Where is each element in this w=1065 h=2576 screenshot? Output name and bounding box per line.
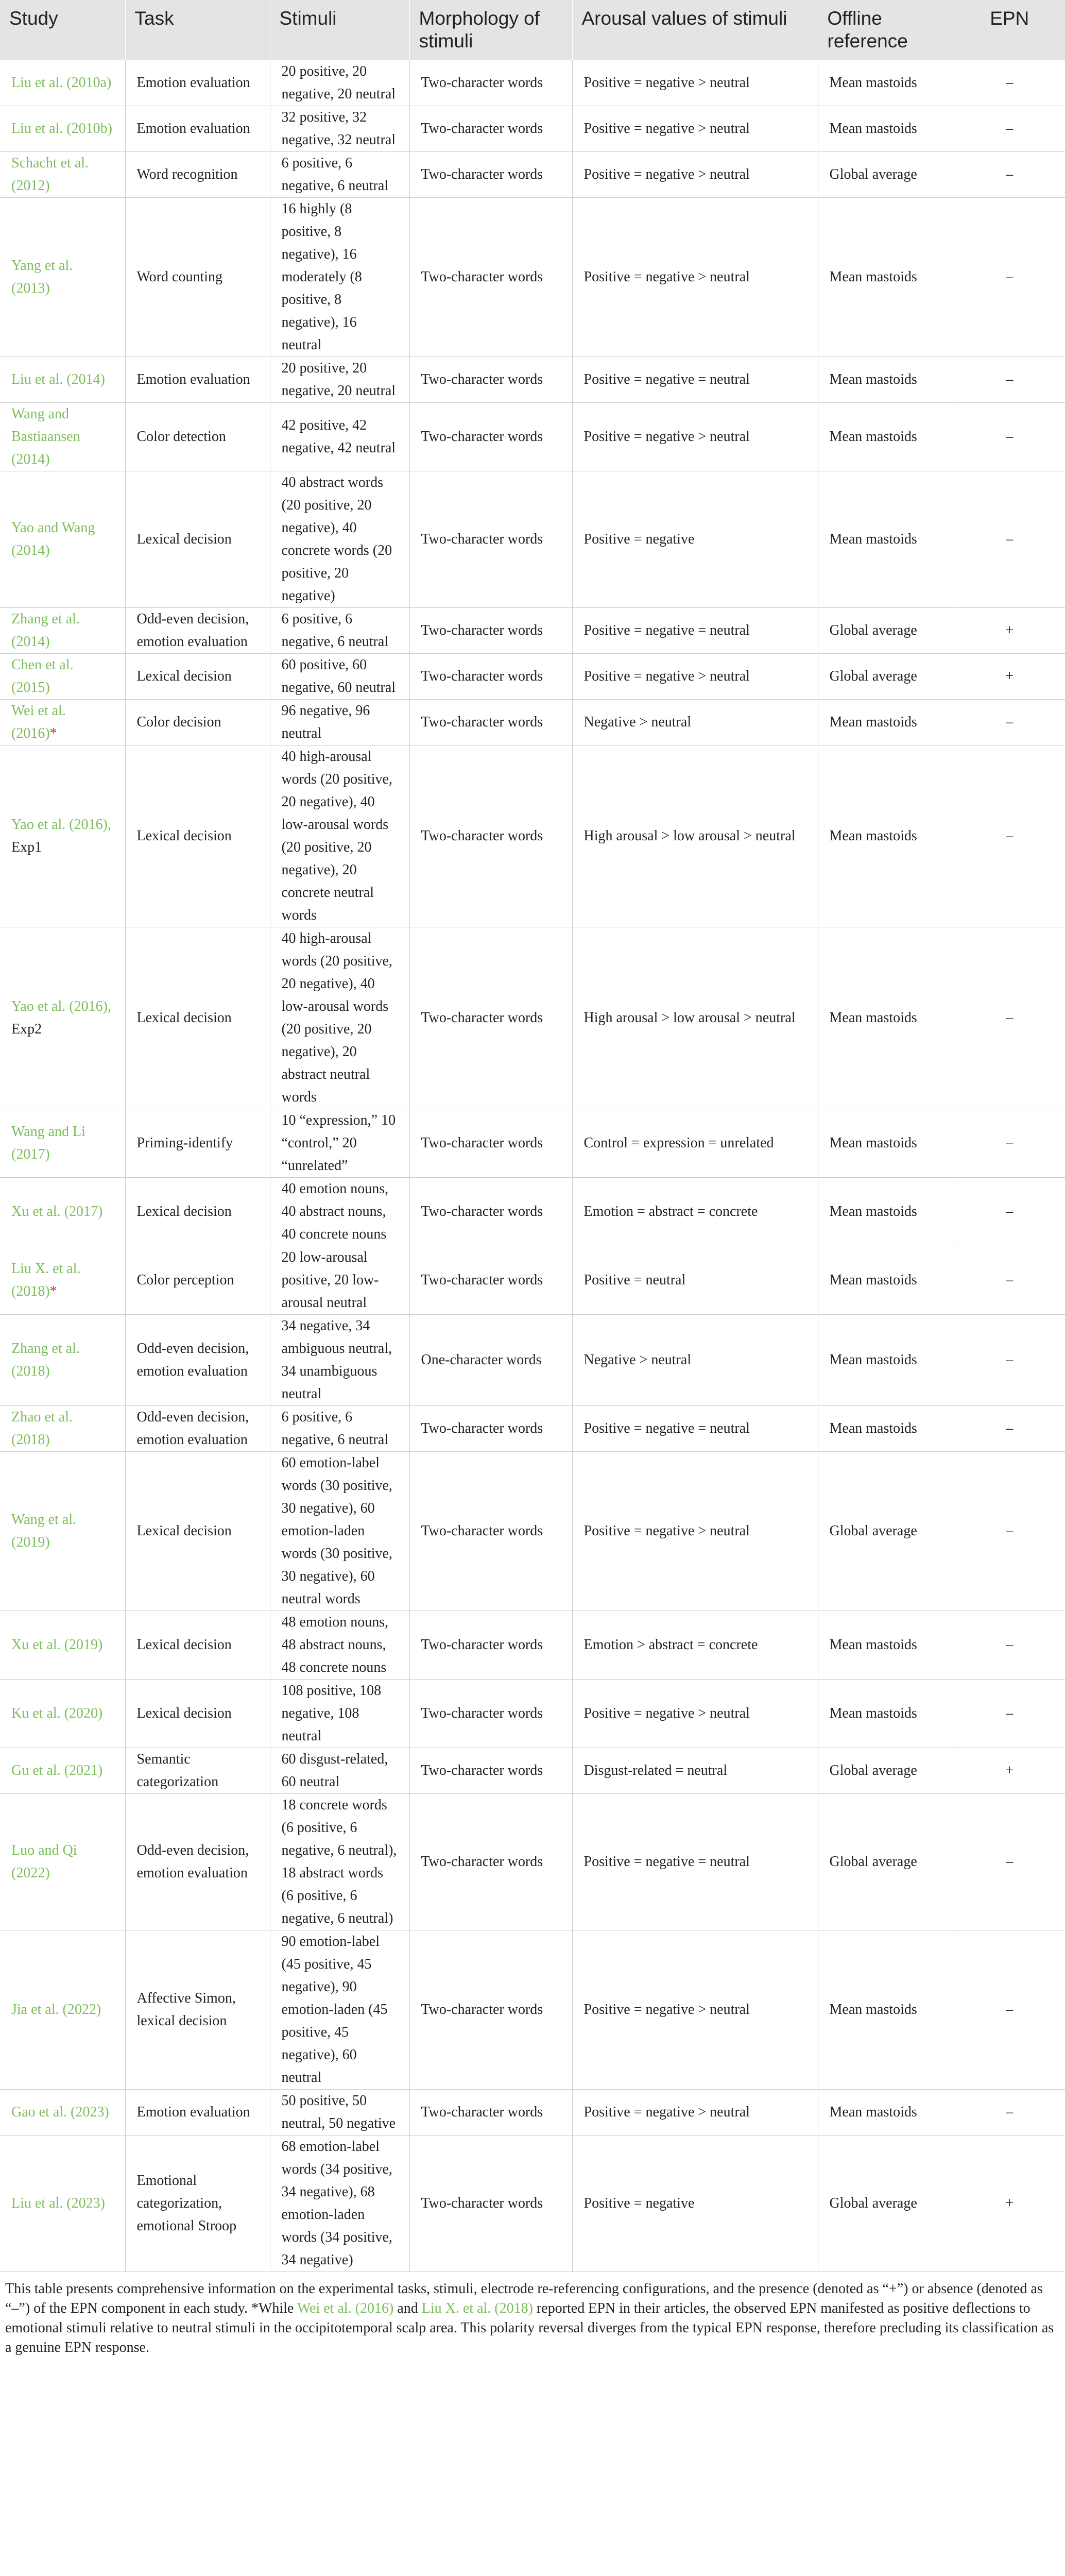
cell-stimuli: 40 abstract words (20 positive, 20 negative), 40 concrete words (20 positive, 20 negative): [270, 471, 409, 607]
cell-task: Emotional categorization, emotional Stroop: [125, 2135, 270, 2272]
experiment-label: Exp1: [11, 839, 42, 855]
cell-epn: –: [954, 1451, 1065, 1611]
cell-morphology: Two-character words: [409, 60, 572, 106]
cell-epn: –: [954, 699, 1065, 745]
study-link[interactable]: Wang and Bastiaansen (2014): [11, 405, 80, 467]
cell-reference: Mean mastoids: [818, 197, 954, 357]
cell-arousal: Positive = negative > neutral: [572, 653, 818, 699]
cell-arousal: High arousal > low arousal > neutral: [572, 927, 818, 1109]
table-row: [0, 653, 1065, 699]
cell-morphology: Two-character words: [409, 1679, 572, 1748]
cell-arousal: Disgust-related = neutral: [572, 1748, 818, 1793]
study-link[interactable]: Chen et al. (2015): [11, 656, 74, 696]
cell-morphology: Two-character words: [409, 2135, 572, 2272]
study-link[interactable]: Gao et al. (2023): [11, 2104, 109, 2120]
cell-task: Lexical decision: [125, 1611, 270, 1679]
cell-reference: Global average: [818, 2135, 954, 2272]
cell-study: [0, 60, 125, 106]
cell-arousal: Positive = negative > neutral: [572, 197, 818, 357]
cell-task: Emotion evaluation: [125, 60, 270, 106]
table-row: [0, 151, 1065, 197]
cell-morphology: Two-character words: [409, 653, 572, 699]
cell-morphology: Two-character words: [409, 1930, 572, 2089]
cell-reference: Global average: [818, 653, 954, 699]
table-row: [0, 699, 1065, 745]
cell-epn: –: [954, 1246, 1065, 1314]
cell-reference: Global average: [818, 151, 954, 197]
cell-morphology: Two-character words: [409, 927, 572, 1109]
table-row: [0, 2089, 1065, 2135]
cell-epn: +: [954, 1748, 1065, 1793]
table-body: [0, 60, 1065, 2272]
cell-morphology: Two-character words: [409, 1451, 572, 1611]
cell-morphology: One-character words: [409, 1314, 572, 1405]
cell-study: [0, 699, 125, 745]
cell-stimuli: 40 high-arousal words (20 positive, 20 negative), 40 low-arousal words (20 positive, 20 negative), 20 concrete neutral words: [270, 745, 409, 927]
cell-task: Affective Simon, lexical decision: [125, 1930, 270, 2089]
cell-arousal: Positive = negative > neutral: [572, 1679, 818, 1748]
cell-morphology: Two-character words: [409, 106, 572, 151]
cell-reference: Mean mastoids: [818, 1246, 954, 1314]
cell-epn: +: [954, 607, 1065, 653]
cell-reference: Mean mastoids: [818, 1314, 954, 1405]
cell-study: [0, 1679, 125, 1748]
cell-study: [0, 1246, 125, 1314]
study-link[interactable]: Yao et al. (2016),: [11, 816, 111, 833]
cell-morphology: Two-character words: [409, 357, 572, 402]
footnote-text-3: reported EPN in their articles, the observed EPN manifested as positive deflections to emotional stimuli relative to neutral stimuli in the occipitotemporal scalp area. This polarity reversal diverges from the typical EPN response, therefore precluding its classification as a genuine EPN response.: [5, 2300, 1054, 2355]
cell-epn: +: [954, 2135, 1065, 2272]
cell-reference: Global average: [818, 1451, 954, 1611]
cell-stimuli: 42 positive, 42 negative, 42 neutral: [270, 402, 409, 471]
cell-task: Lexical decision: [125, 1451, 270, 1611]
cell-study: [0, 607, 125, 653]
cell-arousal: Emotion = abstract = concrete: [572, 1177, 818, 1246]
cell-epn: –: [954, 1177, 1065, 1246]
table-row: [0, 1109, 1065, 1177]
cell-epn: –: [954, 1109, 1065, 1177]
cell-epn: –: [954, 1930, 1065, 2089]
study-link[interactable]: Luo and Qi (2022): [11, 1842, 77, 1881]
footnote-marker: *: [49, 725, 57, 741]
cell-stimuli: 18 concrete words (6 positive, 6 negative, 6 neutral), 18 abstract words (6 positive, 6 negative, 6 neutral): [270, 1793, 409, 1930]
cell-arousal: Negative > neutral: [572, 1314, 818, 1405]
cell-epn: –: [954, 151, 1065, 197]
cell-stimuli: 90 emotion-label (45 positive, 45 negative), 90 emotion-laden (45 positive, 45 negative), 60 neutral: [270, 1930, 409, 2089]
cell-reference: Mean mastoids: [818, 402, 954, 471]
cell-study: [0, 1451, 125, 1611]
study-link[interactable]: Yao et al. (2016),: [11, 998, 111, 1014]
cell-epn: –: [954, 402, 1065, 471]
table-row: [0, 1246, 1065, 1314]
cell-study: [0, 357, 125, 402]
header-morphology: Morphology of stimuli: [409, 0, 572, 60]
cell-reference: Global average: [818, 1793, 954, 1930]
study-link[interactable]: Wang et al. (2019): [11, 1511, 77, 1550]
study-link[interactable]: Ku et al. (2020): [11, 1705, 103, 1721]
study-link[interactable]: Zhang et al. (2018): [11, 1340, 80, 1379]
cell-task: Word recognition: [125, 151, 270, 197]
study-link[interactable]: Gu et al. (2021): [11, 1762, 103, 1778]
cell-epn: –: [954, 1405, 1065, 1451]
study-link[interactable]: Liu et al. (2010a): [11, 74, 112, 91]
cell-arousal: Emotion > abstract = concrete: [572, 1611, 818, 1679]
table-row: [0, 607, 1065, 653]
cell-task: Odd-even decision, emotion evaluation: [125, 607, 270, 653]
cell-task: Emotion evaluation: [125, 357, 270, 402]
cell-epn: –: [954, 1611, 1065, 1679]
cell-reference: Mean mastoids: [818, 699, 954, 745]
cell-study: [0, 106, 125, 151]
table-row: [0, 1679, 1065, 1748]
cell-arousal: Control = expression = unrelated: [572, 1109, 818, 1177]
cell-study: [0, 1405, 125, 1451]
cell-study: [0, 151, 125, 197]
cell-study: [0, 1930, 125, 2089]
cell-reference: Mean mastoids: [818, 745, 954, 927]
table-row: [0, 1748, 1065, 1793]
cell-task: Odd-even decision, emotion evaluation: [125, 1314, 270, 1405]
cell-epn: –: [954, 60, 1065, 106]
study-link[interactable]: Xu et al. (2017): [11, 1203, 103, 1219]
cell-task: Lexical decision: [125, 1679, 270, 1748]
cell-reference: Global average: [818, 1748, 954, 1793]
cell-epn: –: [954, 1793, 1065, 1930]
cell-stimuli: 10 “expression,” 10 “control,” 20 “unrelated”: [270, 1109, 409, 1177]
table-row: [0, 2135, 1065, 2272]
cell-morphology: Two-character words: [409, 1405, 572, 1451]
cell-stimuli: 20 positive, 20 negative, 20 neutral: [270, 357, 409, 402]
cell-epn: –: [954, 2089, 1065, 2135]
cell-task: Lexical decision: [125, 471, 270, 607]
cell-task: Odd-even decision, emotion evaluation: [125, 1405, 270, 1451]
cell-arousal: Positive = negative > neutral: [572, 402, 818, 471]
table-row: [0, 745, 1065, 927]
table-row: [0, 357, 1065, 402]
cell-arousal: Positive = negative > neutral: [572, 106, 818, 151]
cell-study: [0, 1793, 125, 1930]
study-link[interactable]: Jia et al. (2022): [11, 2001, 101, 2018]
table-row: [0, 402, 1065, 471]
cell-study: [0, 2135, 125, 2272]
cell-epn: –: [954, 927, 1065, 1109]
cell-task: Color detection: [125, 402, 270, 471]
cell-stimuli: 6 positive, 6 negative, 6 neutral: [270, 1405, 409, 1451]
cell-study: [0, 197, 125, 357]
cell-stimuli: 40 high-arousal words (20 positive, 20 negative), 40 low-arousal words (20 positive, 20 negative), 20 abstract neutral words: [270, 927, 409, 1109]
cell-morphology: Two-character words: [409, 699, 572, 745]
cell-task: Lexical decision: [125, 1177, 270, 1246]
cell-reference: Mean mastoids: [818, 60, 954, 106]
cell-morphology: Two-character words: [409, 471, 572, 607]
cell-task: Odd-even decision, emotion evaluation: [125, 1793, 270, 1930]
cell-stimuli: 68 emotion-label words (34 positive, 34 negative), 68 emotion-laden words (34 positive, 34 negative): [270, 2135, 409, 2272]
study-link[interactable]: Liu et al. (2010b): [11, 120, 112, 137]
cell-morphology: Two-character words: [409, 1748, 572, 1793]
cell-morphology: Two-character words: [409, 745, 572, 927]
cell-stimuli: 16 highly (8 positive, 8 negative), 16 moderately (8 positive, 8 negative), 16 neutral: [270, 197, 409, 357]
footnote-link-wei-2016[interactable]: Wei et al. (2016): [297, 2300, 394, 2316]
cell-stimuli: 20 positive, 20 negative, 20 neutral: [270, 60, 409, 106]
cell-reference: Mean mastoids: [818, 1611, 954, 1679]
cell-stimuli: 50 positive, 50 neutral, 50 negative: [270, 2089, 409, 2135]
cell-task: Color perception: [125, 1246, 270, 1314]
cell-study: [0, 1109, 125, 1177]
cell-stimuli: 60 emotion-label words (30 positive, 30 negative), 60 emotion-laden words (30 positive, 30 negative), 60 neutral words: [270, 1451, 409, 1611]
cell-reference: Mean mastoids: [818, 357, 954, 402]
cell-reference: Mean mastoids: [818, 1405, 954, 1451]
cell-study: [0, 471, 125, 607]
table-row: [0, 1930, 1065, 2089]
cell-reference: Mean mastoids: [818, 1930, 954, 2089]
footnote-text-1: This table presents comprehensive information on the experimental tasks, stimuli, electrode re-referencing configurations, and the presence (denoted as “+”) or absence (denoted as “–”) of the EPN component in each study. *While: [5, 2280, 1043, 2316]
header-row: [0, 0, 1065, 60]
cell-study: [0, 1177, 125, 1246]
table-row: [0, 60, 1065, 106]
header-task: Task: [125, 0, 270, 60]
cell-stimuli: 60 positive, 60 negative, 60 neutral: [270, 653, 409, 699]
cell-study: [0, 1611, 125, 1679]
cell-arousal: Positive = negative = neutral: [572, 607, 818, 653]
cell-arousal: Positive = negative > neutral: [572, 1930, 818, 2089]
cell-epn: –: [954, 106, 1065, 151]
cell-task: Priming-identify: [125, 1109, 270, 1177]
table-footnote: [0, 2272, 1065, 2358]
cell-stimuli: 34 negative, 34 ambiguous neutral, 34 unambiguous neutral: [270, 1314, 409, 1405]
footnote-link-liu-x-2018[interactable]: Liu X. et al. (2018): [421, 2300, 533, 2316]
cell-task: Lexical decision: [125, 653, 270, 699]
cell-arousal: Positive = negative = neutral: [572, 1793, 818, 1930]
cell-arousal: Positive = negative: [572, 2135, 818, 2272]
table-row: [0, 197, 1065, 357]
cell-morphology: Two-character words: [409, 402, 572, 471]
study-link[interactable]: Zhao et al. (2018): [11, 1409, 73, 1448]
cell-task: Word counting: [125, 197, 270, 357]
cell-morphology: Two-character words: [409, 607, 572, 653]
table-row: [0, 1314, 1065, 1405]
cell-morphology: Two-character words: [409, 1793, 572, 1930]
cell-morphology: Two-character words: [409, 1177, 572, 1246]
study-link[interactable]: Liu et al. (2023): [11, 2195, 105, 2211]
cell-task: Semantic categorization: [125, 1748, 270, 1793]
table-row: [0, 471, 1065, 607]
cell-arousal: Positive = negative > neutral: [572, 2089, 818, 2135]
cell-task: Color decision: [125, 699, 270, 745]
cell-arousal: Positive = negative: [572, 471, 818, 607]
study-link[interactable]: Liu et al. (2014): [11, 371, 105, 387]
cell-reference: Mean mastoids: [818, 471, 954, 607]
cell-reference: Mean mastoids: [818, 1109, 954, 1177]
cell-stimuli: 40 emotion nouns, 40 abstract nouns, 40 concrete nouns: [270, 1177, 409, 1246]
table-row: [0, 106, 1065, 151]
study-link[interactable]: Yao and Wang (2014): [11, 519, 95, 558]
cell-stimuli: 48 emotion nouns, 48 abstract nouns, 48 concrete nouns: [270, 1611, 409, 1679]
cell-stimuli: 20 low-arousal positive, 20 low-arousal neutral: [270, 1246, 409, 1314]
cell-arousal: Positive = negative = neutral: [572, 357, 818, 402]
study-link[interactable]: Wang and Li (2017): [11, 1123, 85, 1162]
cell-stimuli: 96 negative, 96 neutral: [270, 699, 409, 745]
cell-reference: Mean mastoids: [818, 106, 954, 151]
cell-stimuli: 108 positive, 108 negative, 108 neutral: [270, 1679, 409, 1748]
cell-study: [0, 1314, 125, 1405]
cell-reference: Mean mastoids: [818, 2089, 954, 2135]
header-study: Study: [9, 8, 58, 29]
cell-epn: –: [954, 197, 1065, 357]
cell-stimuli: 60 disgust-related, 60 neutral: [270, 1748, 409, 1793]
cell-study: [0, 402, 125, 471]
footnote-marker: *: [49, 1283, 57, 1299]
cell-epn: –: [954, 471, 1065, 607]
table-row: [0, 1793, 1065, 1930]
cell-morphology: Two-character words: [409, 197, 572, 357]
cell-morphology: Two-character words: [409, 1246, 572, 1314]
table-row: [0, 927, 1065, 1109]
cell-study: [0, 653, 125, 699]
header-stimuli: Stimuli: [270, 0, 409, 60]
table-row: [0, 1177, 1065, 1246]
experiment-label: Exp2: [11, 1021, 42, 1037]
cell-study: [0, 1748, 125, 1793]
cell-stimuli: 6 positive, 6 negative, 6 neutral: [270, 607, 409, 653]
cell-study: [0, 927, 125, 1109]
table-row: [0, 1451, 1065, 1611]
cell-arousal: High arousal > low arousal > neutral: [572, 745, 818, 927]
cell-epn: –: [954, 1679, 1065, 1748]
study-link[interactable]: Yang et al. (2013): [11, 257, 73, 296]
header-epn: EPN: [954, 0, 1065, 60]
table-row: [0, 1405, 1065, 1451]
cell-arousal: Positive = negative = neutral: [572, 1405, 818, 1451]
footnote-text-2: and: [393, 2300, 422, 2316]
cell-task: Lexical decision: [125, 927, 270, 1109]
header-arousal: Arousal values of stimuli: [572, 0, 818, 60]
study-link[interactable]: Zhang et al. (2014): [11, 611, 80, 650]
cell-reference: Mean mastoids: [818, 927, 954, 1109]
study-link[interactable]: Wei et al. (2016): [11, 702, 66, 741]
study-link[interactable]: Xu et al. (2019): [11, 1636, 103, 1653]
cell-study: [0, 745, 125, 927]
cell-task: Emotion evaluation: [125, 106, 270, 151]
cell-reference: Mean mastoids: [818, 1679, 954, 1748]
cell-study: [0, 2089, 125, 2135]
cell-epn: –: [954, 357, 1065, 402]
cell-morphology: Two-character words: [409, 1109, 572, 1177]
cell-arousal: Positive = negative > neutral: [572, 60, 818, 106]
cell-stimuli: 32 positive, 32 negative, 32 neutral: [270, 106, 409, 151]
study-link[interactable]: Schacht et al. (2012): [11, 155, 89, 194]
cell-epn: –: [954, 1314, 1065, 1405]
cell-epn: –: [954, 745, 1065, 927]
cell-morphology: Two-character words: [409, 1611, 572, 1679]
cell-task: Lexical decision: [125, 745, 270, 927]
cell-arousal: Positive = negative > neutral: [572, 1451, 818, 1611]
cell-reference: Mean mastoids: [818, 1177, 954, 1246]
table-row: [0, 1611, 1065, 1679]
cell-arousal: Negative > neutral: [572, 699, 818, 745]
cell-arousal: Positive = negative > neutral: [572, 151, 818, 197]
study-link[interactable]: Liu X. et al. (2018): [11, 1260, 81, 1299]
cell-task: Emotion evaluation: [125, 2089, 270, 2135]
cell-morphology: Two-character words: [409, 151, 572, 197]
header-reference: Offline reference: [818, 0, 954, 60]
cell-stimuli: 6 positive, 6 negative, 6 neutral: [270, 151, 409, 197]
table-header: [0, 0, 1065, 60]
cell-epn: +: [954, 653, 1065, 699]
cell-morphology: Two-character words: [409, 2089, 572, 2135]
cell-arousal: Positive = neutral: [572, 1246, 818, 1314]
cell-reference: Global average: [818, 607, 954, 653]
